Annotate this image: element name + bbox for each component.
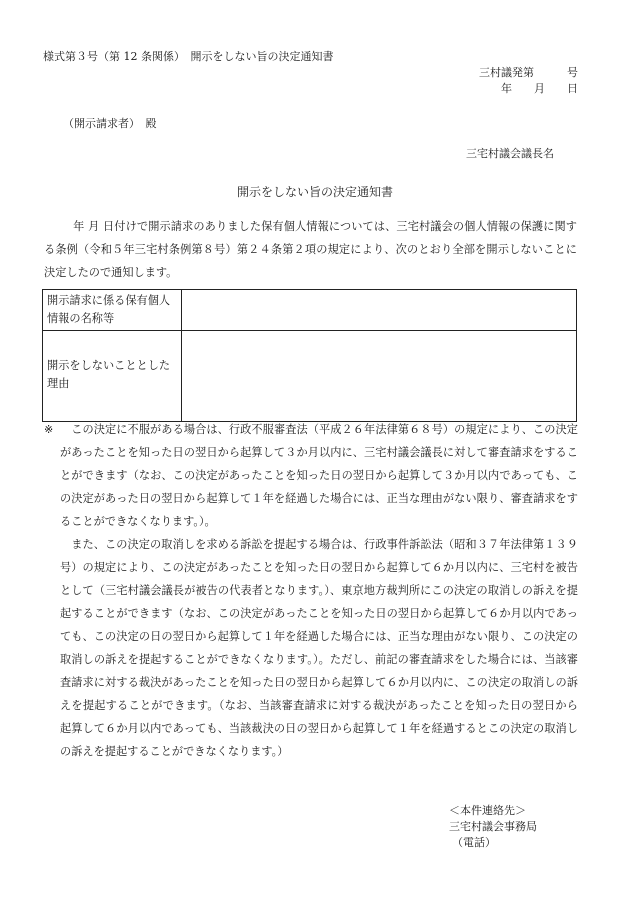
- row2-label: 開示をしないこととした理由: [43, 331, 182, 422]
- addressee: （開示請求者） 殿: [63, 117, 157, 130]
- contact-office: 三宅村議会事務局: [449, 820, 537, 833]
- document-title: 開示をしない旨の決定通知書: [236, 185, 393, 199]
- info-table: [42, 289, 577, 422]
- note-paragraph-2: また、この決定の取消しを求める訴訟を提起する場合は、行政事件訴訟法（昭和３７年法律第１３９号）の規定により、この決定があったことを知った日の翌日から起算して６か月以内に、三宅村を被告として（三宅村議会議長が被告の代表者となります。）、東京地方裁判所にこの決定の取消しの訴えを提起することができます（なお、この決定があったことを知った日の翌日から起算して６か月以内であっても、この決定の日の翌日から起算して１年を経過した場合には、正当な理由がない限り、この決定の取消しの訴えを提起することができなくなります。）。ただし、前記の審査請求をした場合には、当該審査請求に対する裁決があったことを知った日の翌日から起算して６か月以内に、この決定の取消しの訴えを提起することができます。（なお、当該審査請求に対する裁決があったことを知った日の翌日から起算して６か月以内であっても、当該裁決の日の翌日から起算して１年を経過するとこの決定の取消しの訴えを提起することができなくなります。）: [60, 538, 578, 758]
- row1-label: 開示請求に係る保有個人情報の名称等: [43, 290, 182, 331]
- row2-value: [182, 331, 577, 422]
- contact-heading: ＜本件連絡先＞: [449, 804, 526, 817]
- sender-name: 三宅村議会議長名: [466, 147, 554, 160]
- doc-number: 三村議発第 号: [479, 66, 578, 79]
- contact-phone: （電話）: [452, 836, 496, 849]
- form-id: 様式第３号（第 12 条関係） 開示をしない旨の決定通知書: [43, 50, 334, 63]
- note-mark: ※: [44, 423, 54, 436]
- issue-date: 年 月 日: [501, 82, 578, 95]
- table-row: [43, 290, 577, 331]
- table-row: [43, 331, 577, 422]
- note-paragraph-1: この決定に不服がある場合は、行政不服審査法（平成２６年法律第６８号）の規定により、この決定があったことを知った日の翌日から起算して３か月以内に、三宅村議会議長に対して審査請求をすることができます（なお、この決定があったことを知った日の翌日から起算して３か月以内であっても、この決定があった日の翌日から起算して１年を経過した場合には、正当な理由がない限り、審査請求をすることができなくなります。）。: [60, 423, 578, 528]
- intro-paragraph: 年 月 日付けで開示請求のありました保有個人情報については、三宅村議会の個人情報の保護に関する条例（令和５年三宅村条例第８号）第２４条第２項の規定により、次のとおり全部を開示しないことに決定したので通知します。: [44, 220, 577, 279]
- row1-value: [182, 290, 577, 331]
